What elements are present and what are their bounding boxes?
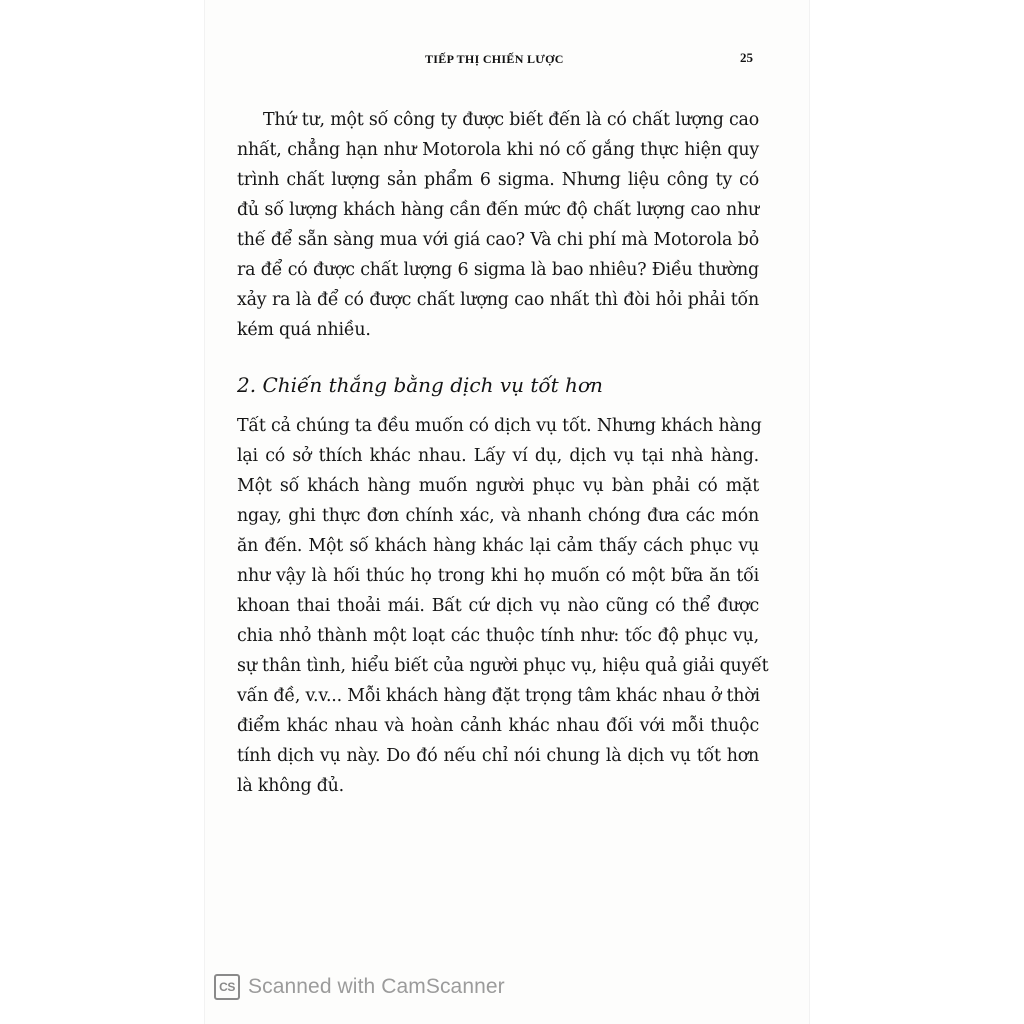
paragraph-1-line: Thứ tư, một số công ty được biết đến là có chất lượng cao	[263, 110, 759, 130]
camscanner-watermark	[214, 973, 505, 1001]
paragraph-2-line: Tất cả chúng ta đều muốn có dịch vụ tốt. Nhưng khách hàng	[237, 416, 762, 436]
paragraph-2-line: vấn đề, v.v... Mỗi khách hàng đặt trọng tâm khác nhau ở thời	[237, 686, 760, 706]
paragraph-2-line: như vậy là hối thúc họ trong khi họ muốn có một bữa ăn tối	[237, 566, 759, 586]
paragraph-1-line: kém quá nhiều.	[237, 320, 371, 340]
paragraph-2-line: khoan thai thoải mái. Bất cứ dịch vụ nào cũng có thể được	[237, 596, 759, 616]
section-heading: 2. Chiến thắng bằng dịch vụ tốt hơn	[237, 373, 603, 397]
paragraph-1-line: ra để có được chất lượng 6 sigma là bao nhiêu? Điều thường	[237, 260, 759, 280]
paragraph-1-line: thế để sẵn sàng mua với giá cao? Và chi phí mà Motorola bỏ	[237, 230, 759, 250]
running-title: TIẾP THỊ CHIẾN LƯỢC	[425, 52, 564, 66]
paragraph-2-line: chia nhỏ thành một loạt các thuộc tính như: tốc độ phục vụ,	[237, 626, 759, 646]
paragraph-2-line: ăn đến. Một số khách hàng khác lại cảm thấy cách phục vụ	[237, 536, 759, 556]
paragraph-2-line: tính dịch vụ này. Do đó nếu chỉ nói chung là dịch vụ tốt hơn	[237, 746, 759, 766]
camscanner-logo-icon: CS	[214, 974, 240, 1000]
paragraph-2-line: Một số khách hàng muốn người phục vụ bàn phải có mặt	[237, 476, 759, 496]
page-number: 25	[740, 50, 753, 65]
running-header	[205, 52, 809, 72]
paragraph-2-line: điểm khác nhau và hoàn cảnh khác nhau đối với mỗi thuộc	[237, 716, 759, 736]
paragraph-2-line: ngay, ghi thực đơn chính xác, và nhanh chóng đưa các món	[237, 506, 759, 526]
paragraph-1-line: nhất, chẳng hạn như Motorola khi nó cố gắng thực hiện quy	[237, 140, 759, 160]
watermark-text: Scanned with CamScanner	[248, 975, 505, 998]
paragraph-2-line: lại có sở thích khác nhau. Lấy ví dụ, dịch vụ tại nhà hàng.	[237, 446, 759, 466]
paragraph-2-line: sự thân tình, hiểu biết của người phục vụ, hiệu quả giải quyết	[237, 656, 769, 676]
paragraph-1-line: trình chất lượng sản phẩm 6 sigma. Nhưng liệu công ty có	[237, 170, 759, 190]
paragraph-2-line: là không đủ.	[237, 776, 344, 796]
paragraph-1-line: xảy ra là để có được chất lượng cao nhất thì đòi hỏi phải tốn	[237, 290, 759, 310]
paragraph-1-line: đủ số lượng khách hàng cần đến mức độ chất lượng cao như	[237, 200, 759, 220]
book-page	[205, 0, 809, 1024]
